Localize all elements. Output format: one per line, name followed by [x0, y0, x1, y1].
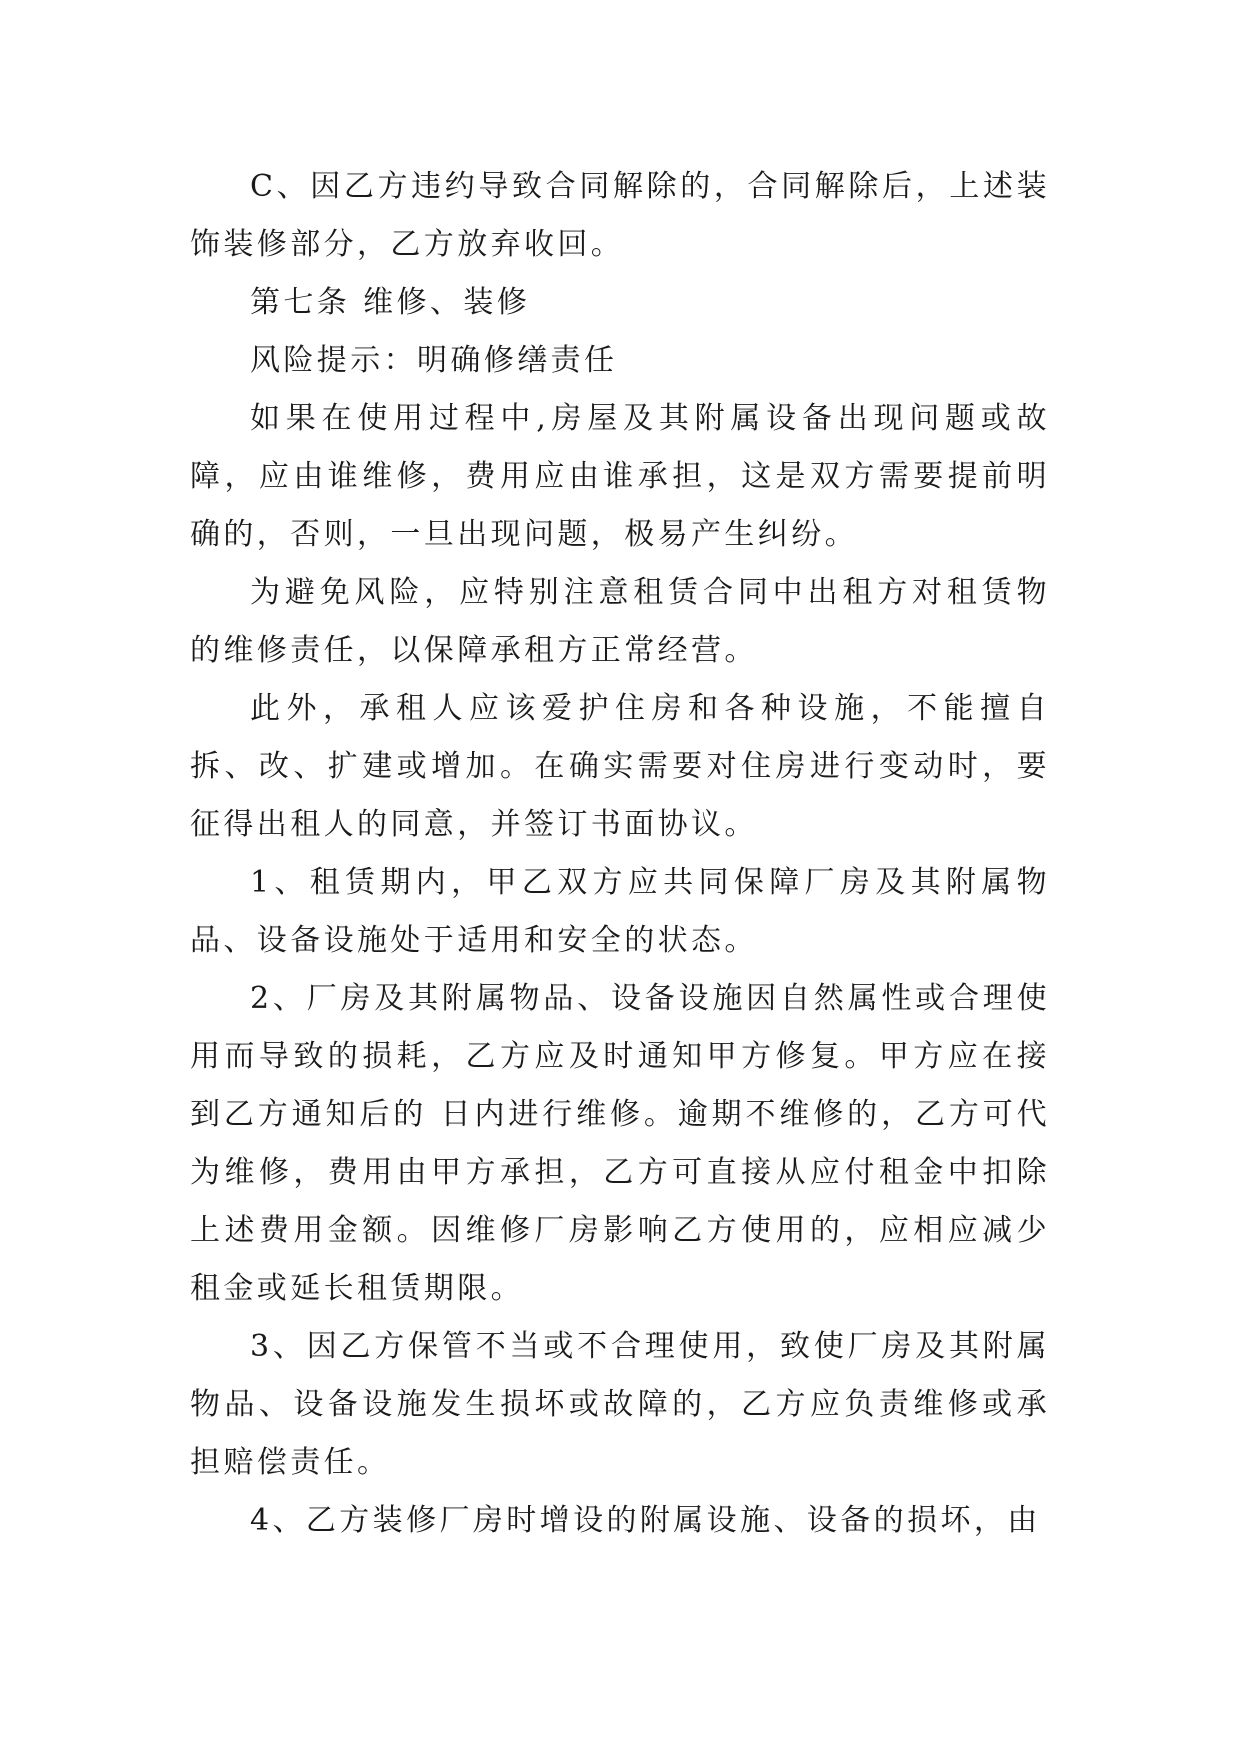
document-body [190, 158, 1050, 1550]
paragraph-tenant-duty: 此外，承租人应该爱护住房和各种设施，不能擅自拆、改、扩建或增加。在确实需要对住房进行变动时，要征得出租人的同意，并签订书面协议。 [190, 691, 1050, 842]
risk-tip-heading: 风险提示：明确修缮责任 [250, 343, 618, 378]
paragraph-clause-c: C、因乙方违约导致合同解除的，合同解除后，上述装饰装修部分，乙方放弃收回。 [190, 169, 1050, 262]
paragraph-item-1: 1、租赁期内，甲乙双方应共同保障厂房及其附属物品、设备设施处于适用和安全的状态。 [190, 865, 1050, 958]
paragraph-item-4: 4、乙方装修厂房时增设的附属设施、设备的损坏，由 [250, 1503, 1041, 1538]
paragraph-item-2: 2、厂房及其附属物品、设备设施因自然属性或合理使用而导致的损耗，乙方应及时通知甲方修复。甲方应在接到乙方通知后的 日内进行维修。逾期不维修的，乙方可代为维修，费用由甲方承担，乙方可直接从应付租金中扣除上述费用金额。因维修厂房影响乙方使用的，应相应减少租金或延长租赁期限。 [190, 981, 1050, 1306]
paragraph-repair-responsibility: 如果在使用过程中,房屋及其附属设备出现问题或故障，应由谁维修，费用应由谁承担，这是双方需要提前明确的，否则，一旦出现问题，极易产生纠纷。 [190, 401, 1050, 552]
paragraph-avoid-risk: 为避免风险，应特别注意租赁合同中出租方对租赁物的维修责任，以保障承租方正常经营。 [190, 575, 1050, 668]
paragraph-item-3: 3、因乙方保管不当或不合理使用，致使厂房及其附属物品、设备设施发生损坏或故障的，乙方应负责维修或承担赔偿责任。 [190, 1329, 1050, 1480]
section-heading-article-7: 第七条 维修、装修 [250, 285, 531, 320]
